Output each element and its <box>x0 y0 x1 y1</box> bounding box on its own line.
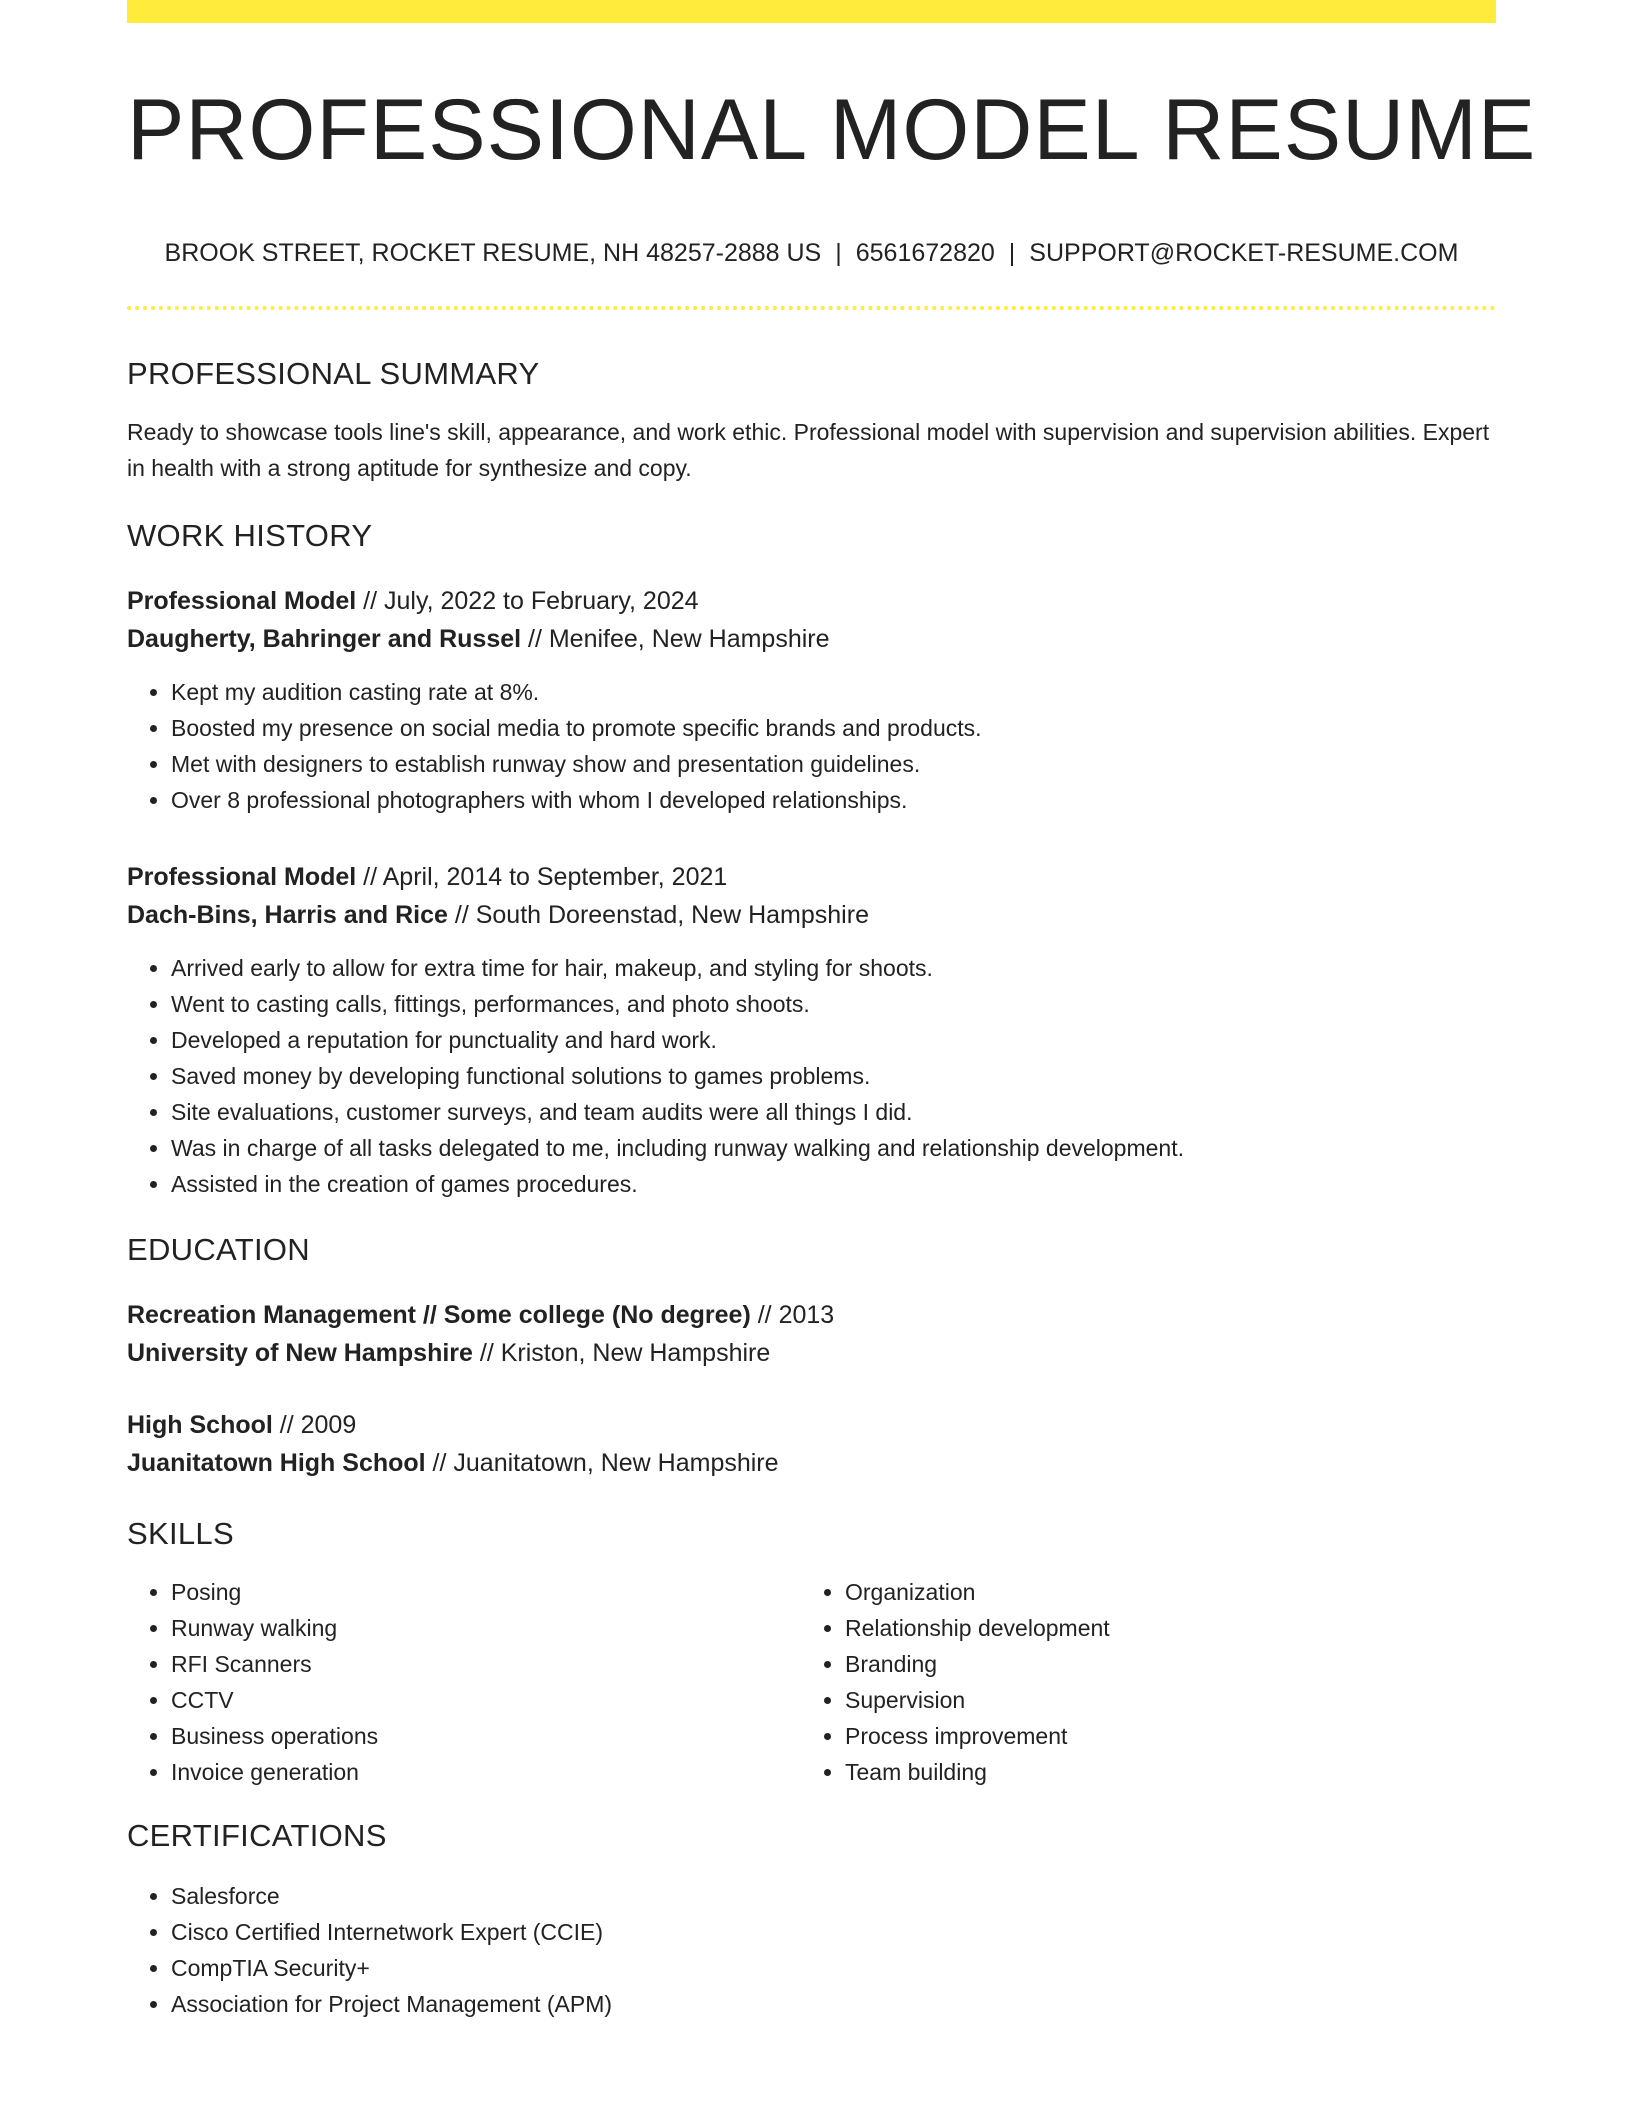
job-location: // South Doreenstad, New Hampshire <box>447 900 869 929</box>
resume-page <box>127 0 1537 2022</box>
job-role-line <box>127 858 1496 896</box>
education-location: // Juanitatown, New Hampshire <box>425 1448 779 1477</box>
skills-list-right <box>801 1574 1475 1790</box>
job-bullet: • Over 8 professional photographers with whom I developed relationships. <box>171 782 1496 818</box>
education-school-line <box>127 1334 1496 1372</box>
certification-item: • Cisco Certified Internetwork Expert (CCIE) <box>171 1914 1496 1950</box>
skills-list-left <box>127 1574 801 1790</box>
job-dates: // July, 2022 to February, 2024 <box>356 586 699 615</box>
section-title-certifications: CERTIFICATIONS <box>127 1817 387 1853</box>
skill-item: • Runway walking <box>171 1610 801 1646</box>
job-bullet: • Went to casting calls, fittings, performances, and photo shoots. <box>171 986 1496 1022</box>
education-year: // 2013 <box>750 1300 835 1329</box>
job-role: Professional Model <box>127 862 357 891</box>
education-degree: High School <box>127 1410 273 1439</box>
summary-text: Ready to showcase tools line's skill, appearance, and work ethic. Professional model with supervision and supervision abilities. Expert in health with a strong aptitude for synthesize and copy. <box>127 418 1490 481</box>
job-company: Dach-Bins, Harris and Rice <box>127 900 448 929</box>
skill-item: • RFI Scanners <box>171 1646 801 1682</box>
certification-item: • CompTIA Security+ <box>171 1950 1496 1986</box>
job-bullet-list <box>127 674 1496 818</box>
job-bullet-list <box>127 950 1496 1202</box>
education-entry <box>127 1406 1496 1482</box>
section-title-education: EDUCATION <box>127 1231 310 1267</box>
job-bullet: • Saved money by developing functional solutions to games problems. <box>171 1058 1496 1094</box>
email-text: SUPPORT@ROCKET-RESUME.COM <box>1029 238 1459 267</box>
education-entry <box>127 1296 1496 1372</box>
job-company: Daugherty, Bahringer and Russel <box>127 624 522 653</box>
job-bullet: • Arrived early to allow for extra time for hair, makeup, and styling for shoots. <box>171 950 1496 986</box>
job-company-line <box>127 896 1496 934</box>
section-title-work-history: WORK HISTORY <box>127 517 373 553</box>
header-divider <box>127 306 1496 310</box>
contact-separator: | <box>835 238 842 267</box>
education-location: // Kriston, New Hampshire <box>472 1338 771 1367</box>
education-school-line <box>127 1444 1496 1482</box>
contact-separator: | <box>1008 238 1016 267</box>
job-bullet: • Was in charge of all tasks delegated to me, including runway walking and relationship development. <box>171 1130 1496 1166</box>
job-role: Professional Model <box>127 586 357 615</box>
skill-item: • Branding <box>845 1646 1475 1682</box>
job-location: // Menifee, New Hampshire <box>521 624 830 653</box>
skill-item: • Posing <box>171 1574 801 1610</box>
job-company-line <box>127 620 1496 658</box>
certification-item: • Salesforce <box>171 1878 1496 1914</box>
job-bullet: • Developed a reputation for punctuality and hard work. <box>171 1022 1496 1058</box>
education-degree: Recreation Management // Some college (No degree) <box>127 1300 751 1329</box>
contact-line <box>127 238 1496 268</box>
certifications-list <box>127 1878 1496 2022</box>
job-dates: // April, 2014 to September, 2021 <box>356 862 728 891</box>
address-text: BROOK STREET, ROCKET RESUME, NH 48257-2888 US <box>164 238 822 267</box>
job-entry <box>127 582 1496 818</box>
skill-item: • Invoice generation <box>171 1754 801 1790</box>
section-title-summary: PROFESSIONAL SUMMARY <box>127 355 540 391</box>
job-bullet: • Assisted in the creation of games procedures. <box>171 1166 1496 1202</box>
phone-text: 6561672820 <box>855 238 995 267</box>
education-year: // 2009 <box>272 1410 357 1439</box>
certification-item: • Association for Project Management (APM) <box>171 1986 1496 2022</box>
skill-item: • Supervision <box>845 1682 1475 1718</box>
education-degree-line <box>127 1406 1496 1444</box>
skill-item: • Relationship development <box>845 1610 1475 1646</box>
education-school: University of New Hampshire <box>127 1338 473 1367</box>
resume-title: PROFESSIONAL MODEL RESUME <box>127 82 1537 178</box>
skill-item: • Process improvement <box>845 1718 1475 1754</box>
education-school: Juanitatown High School <box>127 1448 426 1477</box>
education-degree-line <box>127 1296 1496 1334</box>
job-entry <box>127 858 1496 1202</box>
skill-item: • Organization <box>845 1574 1475 1610</box>
job-bullet: • Site evaluations, customer surveys, and team audits were all things I did. <box>171 1094 1496 1130</box>
job-bullet: • Kept my audition casting rate at 8%. <box>171 674 1496 710</box>
skill-item: • Team building <box>845 1754 1475 1790</box>
skill-item: • CCTV <box>171 1682 801 1718</box>
job-bullet: • Met with designers to establish runway show and presentation guidelines. <box>171 746 1496 782</box>
accent-top-bar <box>127 0 1496 23</box>
job-role-line <box>127 582 1496 620</box>
skill-item: • Business operations <box>171 1718 801 1754</box>
section-title-skills: SKILLS <box>127 1515 234 1551</box>
job-bullet: • Boosted my presence on social media to promote specific brands and products. <box>171 710 1496 746</box>
skills-grid <box>127 1574 1496 1790</box>
